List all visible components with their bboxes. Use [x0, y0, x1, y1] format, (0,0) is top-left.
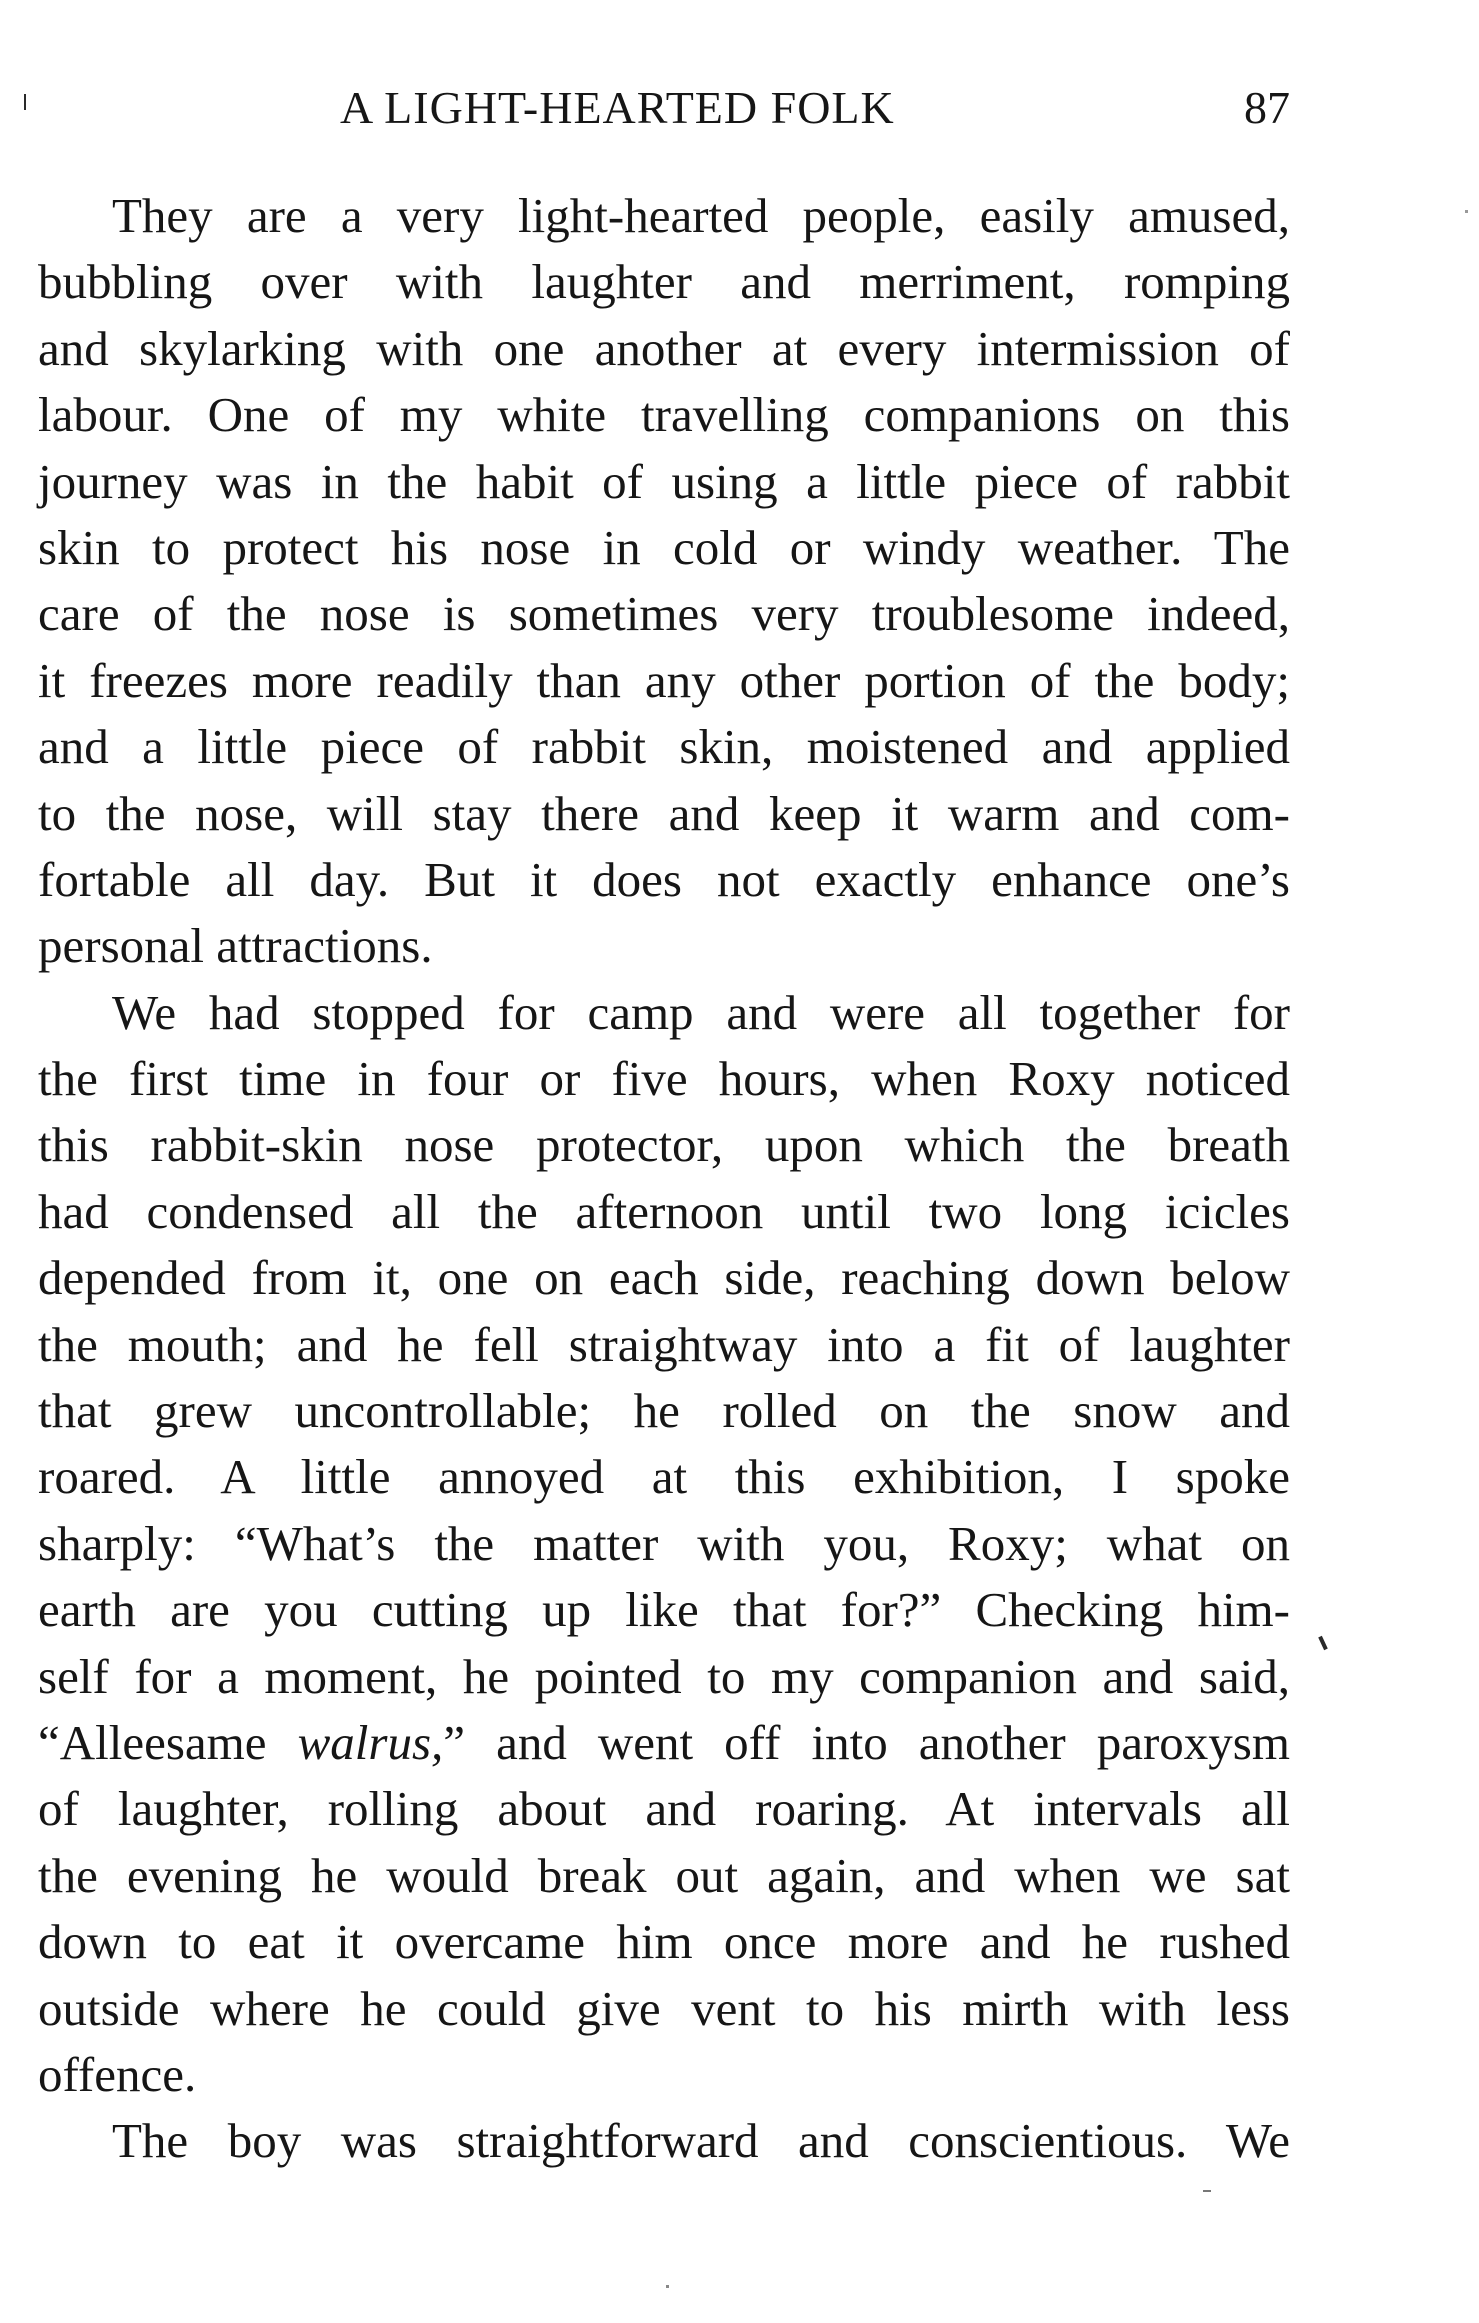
text-line: offence. — [38, 2046, 197, 2102]
quote-close-text: ” and went off into another paroxysm — [443, 1714, 1290, 1770]
text-line: the mouth; and he fell straightway into a fit of laughter — [38, 1316, 1290, 1372]
text-line: of laughter, rolling about and roaring. At intervals all — [38, 1781, 1290, 1837]
text-line: depended from it, one on each side, reaching down below — [38, 1250, 1290, 1306]
text-line: and a little piece of rabbit skin, moistened and applied — [38, 719, 1290, 775]
text-line: it freezes more readily than any other portion of the body; — [38, 652, 1290, 708]
text-line: labour. One of my white travelling companions on this — [38, 387, 1290, 443]
text-line: outside where he could give vent to his mirth with less — [38, 1980, 1290, 2036]
text-line: that grew uncontrollable; he rolled on the snow and — [38, 1383, 1290, 1439]
text-line: We had stopped for camp and were all together for — [112, 984, 1290, 1040]
text-line: self for a moment, he pointed to my companion and said, — [38, 1648, 1290, 1704]
text-line: and skylarking with one another at every intermission of — [38, 320, 1290, 376]
text-line: earth are you cutting up like that for?” Checking him- — [38, 1582, 1290, 1638]
text-line: the first time in four or five hours, when Roxy noticed — [38, 1051, 1290, 1107]
text-line: sharply: “What’s the matter with you, Roxy; what on — [38, 1515, 1290, 1571]
text-line: the evening he would break out again, and when we sat — [38, 1847, 1290, 1903]
scan-speck — [1318, 1636, 1328, 1650]
scan-speck — [666, 2285, 669, 2288]
scan-speck — [1465, 210, 1468, 213]
page-header — [38, 78, 1290, 138]
text-line: personal attractions. — [38, 918, 433, 974]
text-line: this rabbit-skin nose protector, upon which the breath — [38, 1117, 1290, 1173]
page-number: 87 — [1244, 82, 1290, 133]
text-line: skin to protect his nose in cold or windy weather. The — [38, 519, 1290, 575]
quote-open-text: “Alleesame — [38, 1714, 298, 1770]
running-head: A LIGHT-HEARTED FOLK — [340, 82, 895, 133]
text-line-walrus — [38, 1710, 1290, 1776]
text-line: bubbling over with laughter and merriment, romping — [38, 254, 1290, 310]
text-line: down to eat it overcame him once more and he rushed — [38, 1914, 1290, 1970]
italic-word-walrus: walrus, — [297, 1714, 444, 1770]
scan-speck — [1203, 2190, 1211, 2192]
text-line: care of the nose is sometimes very troublesome indeed, — [38, 586, 1290, 642]
text-line: journey was in the habit of using a little piece of rabbit — [38, 453, 1290, 509]
text-line: They are a very light-hearted people, easily amused, — [112, 188, 1290, 243]
text-line: had condensed all the afternoon until two long icicles — [38, 1183, 1290, 1239]
body-text — [38, 183, 1290, 2175]
text-line: The boy was straightforward and conscientious. We — [112, 2113, 1290, 2169]
text-line: to the nose, will stay there and keep it warm and com- — [38, 785, 1290, 841]
text-line: fortable all day. But it does not exactly enhance one’s — [38, 851, 1290, 907]
text-line: roared. A little annoyed at this exhibition, I spoke — [38, 1449, 1290, 1505]
scan-speck — [24, 94, 26, 110]
